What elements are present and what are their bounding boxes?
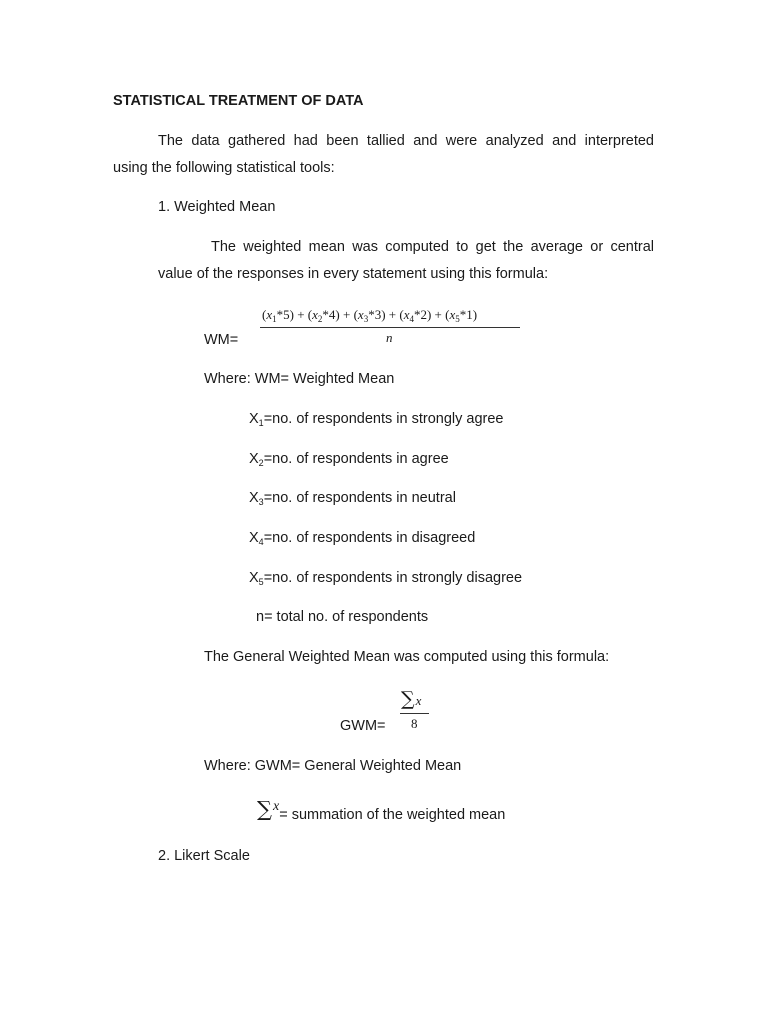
section-likert-scale-heading: 2. Likert Scale [158,848,250,864]
definition-n: n= total no. of respondents [256,609,429,625]
definition-x1: $X_1=no$. of respondents in strongly agree [249,411,504,428]
gwm-denominator: 8 [411,716,418,731]
intro-line-1: The data gathered had been tallied and were analyzed and interpreted [158,133,654,149]
where-wm: Where: WM= Weighted Mean [204,371,395,387]
wm-denominator: n [386,330,393,345]
summation-definition: ∑x= summation of the weighted mean [257,797,506,823]
intro-line-2: using the following statistical tools: [113,160,335,176]
definition-x3: $X_3=no$. of respondents in neutral [249,490,456,507]
section-weighted-mean-heading: 1. Weighted Mean [158,199,276,215]
where-gwm: Where: GWM= General Weighted Mean [204,758,462,774]
page-title: STATISTICAL TREATMENT OF DATA [113,93,364,109]
sigma-symbol: ∑ [257,797,272,821]
wm-fraction-bar [260,327,520,328]
gwm-intro: The General Weighted Mean was computed using this formula: [204,649,610,665]
wm-numerator: $(x_1*5) + (x_2*4) + (x_3*3) + (x_4*2) + (x_5*1)$ [262,307,478,324]
sigma-symbol: ∑ [401,688,415,710]
gwm-label: GWM= [340,718,386,734]
weighted-mean-para-line-2: value of the responses in every statement using this formula: [158,266,549,282]
wm-label: WM= [204,332,239,348]
definition-x4: $X_4=no$. of respondents in disagreed [249,530,476,547]
definition-x2: $X_2=no$. of respondents in agree [249,451,449,468]
gwm-fraction-bar [400,713,429,714]
weighted-mean-para-line-1: The weighted mean was computed to get the average or central [211,239,654,255]
definition-x5: $X_5=no$. of respondents in strongly disagree [249,570,523,587]
gwm-numerator: ∑x [401,688,422,710]
